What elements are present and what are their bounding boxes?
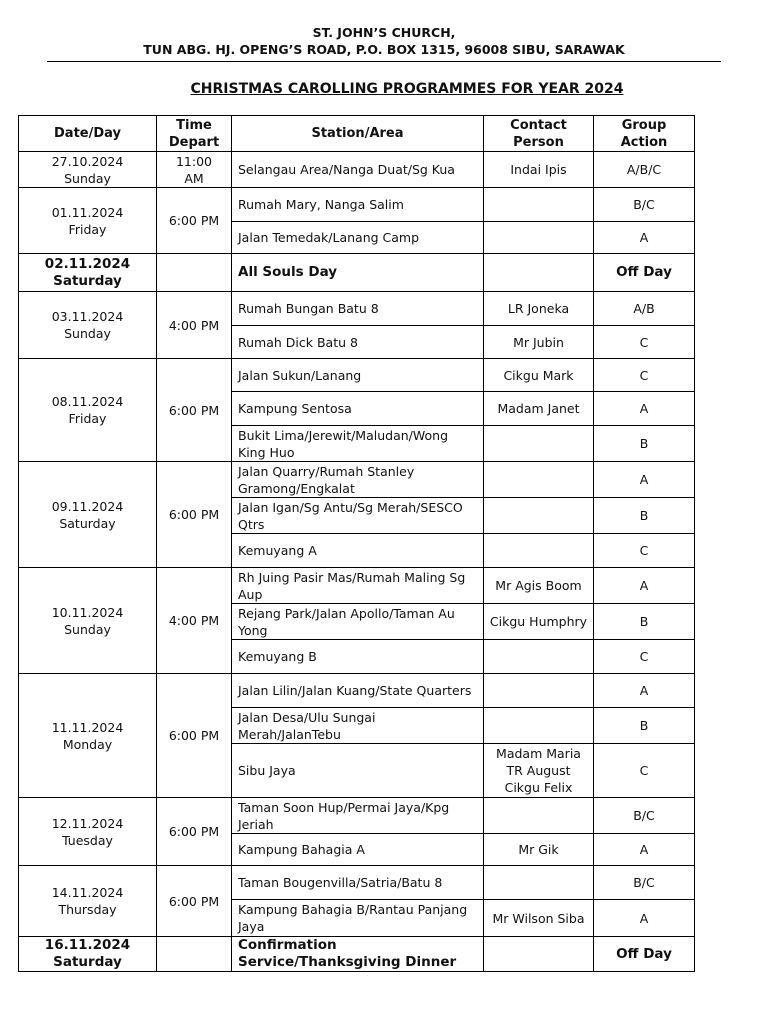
station-area-cell: Confirmation Service/Thanksgiving Dinner [232, 937, 484, 972]
contact-person-cell [484, 640, 594, 674]
date-day-cell [19, 866, 157, 937]
contact-person-cell [484, 426, 594, 462]
time-depart-cell: 6:00 PM [157, 359, 232, 462]
station-area-cell: Kampung Bahagia B/Rantau Panjang Jaya [232, 900, 484, 937]
group-action-cell: Off Day [594, 254, 695, 292]
contact-person-cell [484, 254, 594, 292]
table-row [19, 462, 695, 498]
table-row [19, 866, 695, 900]
contact-person-cell: Madam Maria TR August Cikgu Felix [484, 744, 594, 798]
day-text: Saturday [53, 272, 122, 289]
date-text: 12.11.2024 [51, 815, 124, 831]
station-area-cell: Kemuyang A [232, 534, 484, 568]
column-header-contact-person: Contact Person [484, 116, 594, 152]
date-text: 27.10.2024 [51, 153, 124, 169]
group-action-cell: B [594, 426, 695, 462]
station-area-cell: Bukit Lima/Jerewit/Maludan/Wong King Huo [232, 426, 484, 462]
station-area-cell: Taman Soon Hup/Permai Jaya/Kpg Jeriah [232, 798, 484, 834]
church-name: ST. JOHN’S CHURCH, [312, 25, 456, 40]
station-area-cell: Jalan Desa/Ulu Sungai Merah/JalanTebu [232, 708, 484, 744]
day-text: Sunday [64, 170, 111, 186]
station-area-cell: Jalan Igan/Sg Antu/Sg Merah/SESCO Qtrs [232, 498, 484, 534]
group-action-cell: A [594, 222, 695, 254]
station-area-cell: Jalan Temedak/Lanang Camp [232, 222, 484, 254]
date-text: 03.11.2024 [51, 309, 124, 324]
group-action-cell: B [594, 604, 695, 640]
group-action-cell: C [594, 744, 695, 798]
table-row [19, 292, 695, 326]
day-text: Saturday [53, 954, 122, 970]
day-text: Sunday [64, 326, 111, 341]
station-area-cell: All Souls Day [232, 254, 484, 292]
date-day-cell [19, 188, 157, 254]
group-action-cell: C [594, 534, 695, 568]
table-row [19, 359, 695, 392]
contact-person-cell: Mr Wilson Siba [484, 900, 594, 937]
column-header-date-day: Date/Day [19, 116, 157, 152]
time-depart-cell: 6:00 PM [157, 188, 232, 254]
time-depart-cell: 6:00 PM [157, 674, 232, 798]
contact-person-cell [484, 222, 594, 254]
station-area-cell: Rejang Park/Jalan Apollo/Taman Au Yong [232, 604, 484, 640]
group-action-cell: A [594, 674, 695, 708]
group-action-cell: A [594, 568, 695, 604]
table-header-row [19, 116, 695, 152]
group-action-cell: B [594, 498, 695, 534]
date-day-cell [19, 359, 157, 462]
date-text: 02.11.2024 [44, 255, 131, 272]
day-text: Friday [68, 411, 107, 426]
date-text: 10.11.2024 [51, 604, 124, 620]
station-area-cell: Taman Bougenvilla/Satria/Batu 8 [232, 866, 484, 900]
group-action-cell: A [594, 392, 695, 426]
contact-person-cell [484, 798, 594, 834]
column-header-station-area: Station/Area [232, 116, 484, 152]
day-text: Saturday [59, 515, 116, 531]
header-rule [47, 61, 721, 62]
group-action-cell: A [594, 900, 695, 937]
contact-person-cell [484, 188, 594, 222]
station-area-cell: Kampung Bahagia A [232, 834, 484, 866]
station-area-cell: Rumah Bungan Batu 8 [232, 292, 484, 326]
contact-person-cell [484, 462, 594, 498]
contact-person-cell [484, 534, 594, 568]
date-day-cell [19, 152, 157, 188]
group-action-cell: C [594, 640, 695, 674]
day-text: Monday [62, 736, 113, 752]
date-day-cell [19, 798, 157, 866]
date-day-cell [19, 292, 157, 359]
page-title: CHRISTMAS CAROLLING PROGRAMMES FOR YEAR 2024 [190, 81, 624, 97]
time-depart-cell: 11:00 AM [157, 152, 232, 188]
station-area-cell: Selangau Area/Nanga Duat/Sg Kua [232, 152, 484, 188]
church-address: TUN ABG. HJ. OPENG’S ROAD, P.O. BOX 1315, 96008 SIBU, SARAWAK [143, 42, 625, 57]
group-action-cell: B [594, 708, 695, 744]
time-depart-cell: 6:00 PM [157, 866, 232, 937]
contact-person-cell: Mr Gik [484, 834, 594, 866]
date-text: 14.11.2024 [51, 885, 124, 900]
contact-person-cell: Cikgu Mark [484, 359, 594, 392]
group-action-cell: A/B/C [594, 152, 695, 188]
date-day-cell [19, 568, 157, 674]
date-text: 11.11.2024 [51, 719, 124, 735]
time-depart-cell [157, 937, 232, 972]
column-header-time-depart: Time Depart [157, 116, 232, 152]
table-row [19, 568, 695, 604]
contact-person-cell: Indai Ipis [484, 152, 594, 188]
time-depart-cell: 4:00 PM [157, 292, 232, 359]
station-area-cell: Kemuyang B [232, 640, 484, 674]
group-action-cell: Off Day [594, 937, 695, 972]
date-text: 09.11.2024 [51, 498, 124, 514]
day-text: Thursday [58, 902, 117, 917]
station-area-cell: Jalan Sukun/Lanang [232, 359, 484, 392]
group-action-cell: A/B [594, 292, 695, 326]
table-row [19, 188, 695, 222]
group-action-cell: B/C [594, 866, 695, 900]
date-text: 01.11.2024 [51, 204, 124, 220]
date-day-cell [19, 462, 157, 568]
time-depart-cell: 6:00 PM [157, 798, 232, 866]
station-area-cell: Rh Juing Pasir Mas/Rumah Maling Sg Aup [232, 568, 484, 604]
date-text: 16.11.2024 [44, 937, 131, 953]
group-action-cell: B/C [594, 188, 695, 222]
table-body [19, 152, 695, 972]
group-action-cell: A [594, 462, 695, 498]
contact-person-cell: Madam Janet [484, 392, 594, 426]
station-area-cell: Jalan Lilin/Jalan Kuang/State Quarters [232, 674, 484, 708]
time-depart-cell: 4:00 PM [157, 568, 232, 674]
date-day-cell [19, 937, 157, 972]
table-row [19, 152, 695, 188]
table-row [19, 937, 695, 972]
contact-person-cell: LR Joneka [484, 292, 594, 326]
station-area-cell: Sibu Jaya [232, 744, 484, 798]
day-text: Friday [68, 221, 107, 237]
day-text: Sunday [64, 621, 111, 637]
group-action-cell: C [594, 359, 695, 392]
group-action-cell: C [594, 326, 695, 359]
contact-person-cell [484, 498, 594, 534]
station-area-cell: Rumah Dick Batu 8 [232, 326, 484, 359]
contact-person-cell: Mr Agis Boom [484, 568, 594, 604]
group-action-cell: A [594, 834, 695, 866]
column-header-group-action: Group Action [594, 116, 695, 152]
date-day-cell [19, 254, 157, 292]
time-depart-cell: 6:00 PM [157, 462, 232, 568]
carolling-schedule-table [18, 115, 695, 972]
date-text: 08.11.2024 [51, 394, 124, 409]
contact-person-cell [484, 674, 594, 708]
contact-person-cell [484, 866, 594, 900]
table-row [19, 254, 695, 292]
station-area-cell: Rumah Mary, Nanga Salim [232, 188, 484, 222]
table-row [19, 798, 695, 834]
station-area-cell: Kampung Sentosa [232, 392, 484, 426]
station-area-cell: Jalan Quarry/Rumah Stanley Gramong/Engkalat [232, 462, 484, 498]
group-action-cell: B/C [594, 798, 695, 834]
time-depart-cell [157, 254, 232, 292]
contact-person-cell [484, 937, 594, 972]
day-text: Tuesday [62, 832, 113, 848]
contact-person-cell: Mr Jubin [484, 326, 594, 359]
contact-person-cell [484, 708, 594, 744]
table-row [19, 674, 695, 708]
contact-person-cell: Cikgu Humphry [484, 604, 594, 640]
date-day-cell [19, 674, 157, 798]
